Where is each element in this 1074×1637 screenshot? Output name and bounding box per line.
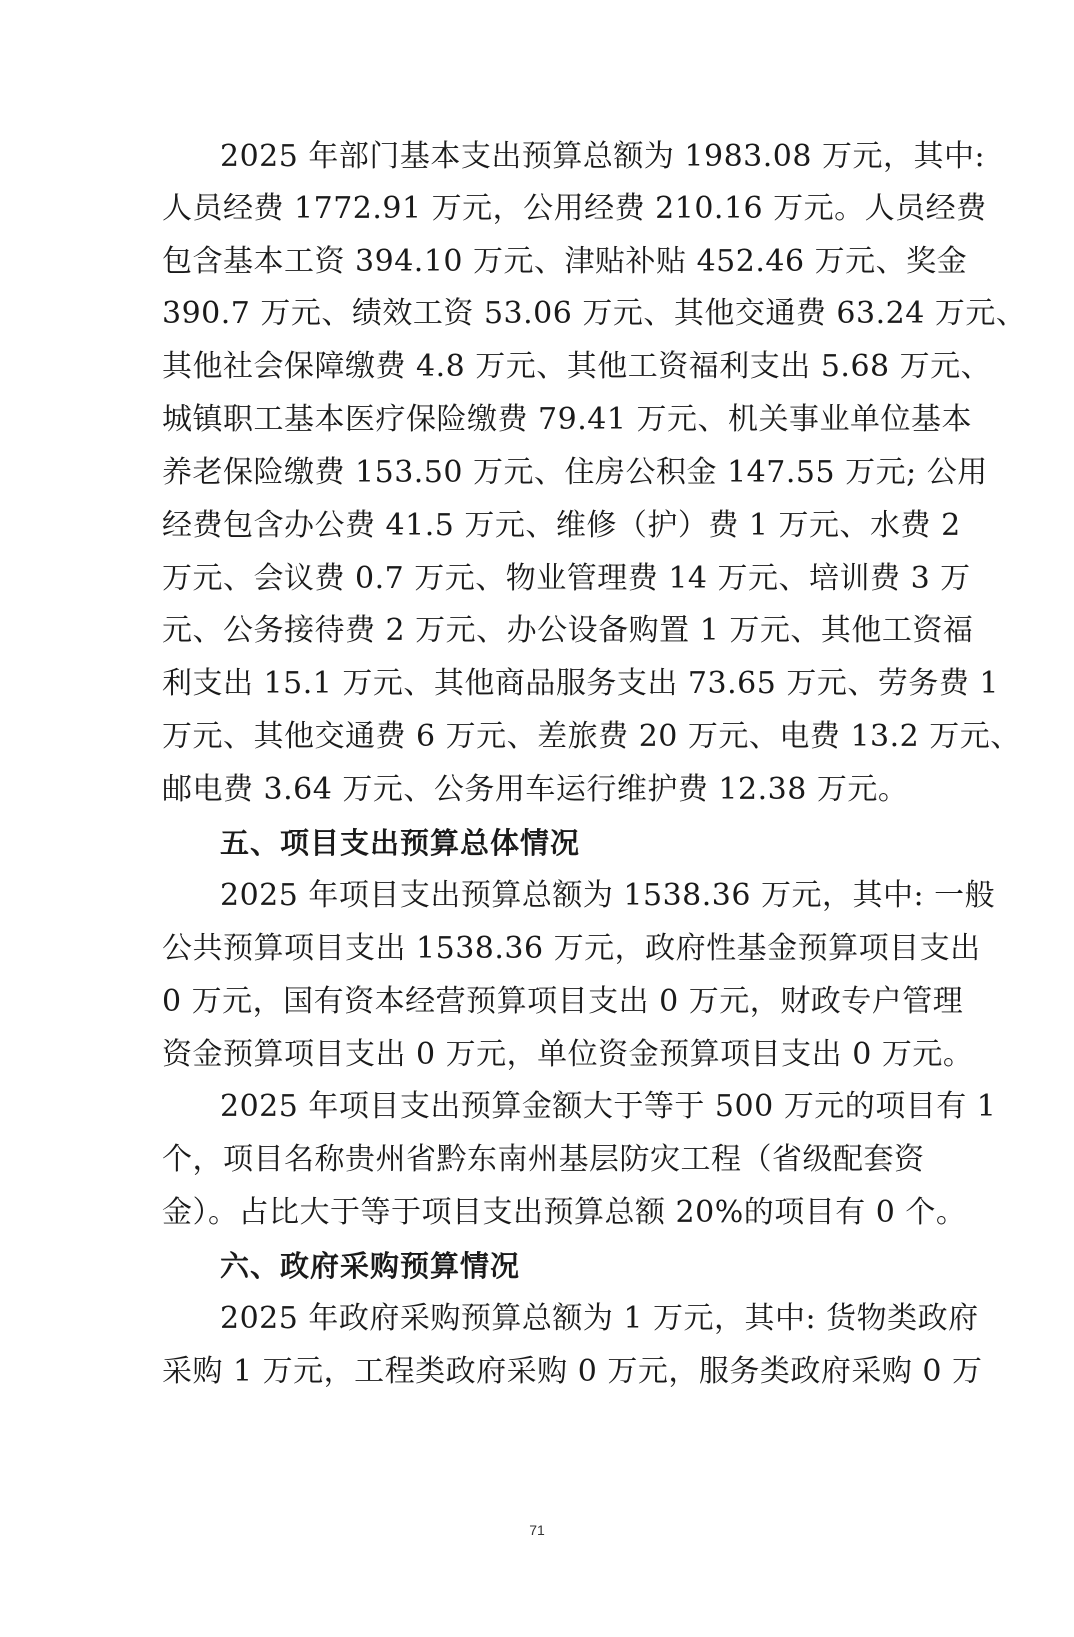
section-heading-project-expenditure: 五、项目支出预算总体情况	[220, 826, 581, 860]
basic-expenditure-line-11: 利支出 15.1 万元、其他商品服务支出 73.65 万元、劳务费 1	[162, 666, 999, 701]
major-project-line-3: 金）。占比大于等于项目支出预算总额 20%的项目有 0 个。	[162, 1195, 967, 1230]
major-project-line-2: 个，项目名称贵州省黔东南州基层防灾工程（省级配套资	[162, 1142, 925, 1177]
procurement-line-2: 采购 1 万元，工程类政府采购 0 万元，服务类政府采购 0 万	[162, 1354, 983, 1389]
project-expenditure-line-1: 2025 年项目支出预算总额为 1538.36 万元，其中: 一般	[220, 878, 996, 913]
project-expenditure-line-2: 公共预算项目支出 1538.36 万元，政府性基金预算项目支出	[162, 931, 981, 966]
basic-expenditure-line-13: 邮电费 3.64 万元、公务用车运行维护费 12.38 万元。	[162, 772, 909, 807]
basic-expenditure-line-2: 人员经费 1772.91 万元，公用经费 210.16 万元。人员经费	[162, 191, 987, 226]
basic-expenditure-line-10: 元、公务接待费 2 万元、办公设备购置 1 万元、其他工资福	[162, 613, 974, 648]
basic-expenditure-line-8: 经费包含办公费 41.5 万元、维修（护）费 1 万元、水费 2	[162, 508, 961, 543]
basic-expenditure-line-4: 390.7 万元、绩效工资 53.06 万元、其他交通费 63.24 万元、	[162, 296, 1027, 331]
procurement-line-1: 2025 年政府采购预算总额为 1 万元，其中: 货物类政府	[220, 1301, 979, 1336]
basic-expenditure-line-1: 2025 年部门基本支出预算总额为 1983.08 万元，其中:	[220, 139, 986, 174]
basic-expenditure-line-7: 养老保险缴费 153.50 万元、住房公积金 147.55 万元; 公用	[162, 455, 988, 490]
basic-expenditure-line-9: 万元、会议费 0.7 万元、物业管理费 14 万元、培训费 3 万	[162, 561, 971, 596]
basic-expenditure-line-5: 其他社会保障缴费 4.8 万元、其他工资福利支出 5.68 万元、	[162, 349, 992, 384]
project-expenditure-line-3: 0 万元，国有资本经营预算项目支出 0 万元，财政专户管理	[162, 984, 964, 1019]
basic-expenditure-line-12: 万元、其他交通费 6 万元、差旅费 20 万元、电费 13.2 万元、	[162, 719, 1021, 754]
basic-expenditure-line-3: 包含基本工资 394.10 万元、津贴补贴 452.46 万元、奖金	[162, 244, 968, 279]
project-expenditure-line-4: 资金预算项目支出 0 万元，单位资金预算项目支出 0 万元。	[162, 1037, 974, 1072]
page-number: 71	[529, 1522, 545, 1538]
major-project-line-1: 2025 年项目支出预算金额大于等于 500 万元的项目有 1	[220, 1089, 997, 1124]
section-heading-government-procurement: 六、政府采购预算情况	[220, 1249, 521, 1283]
basic-expenditure-line-6: 城镇职工基本医疗保险缴费 79.41 万元、机关事业单位基本	[162, 402, 972, 437]
